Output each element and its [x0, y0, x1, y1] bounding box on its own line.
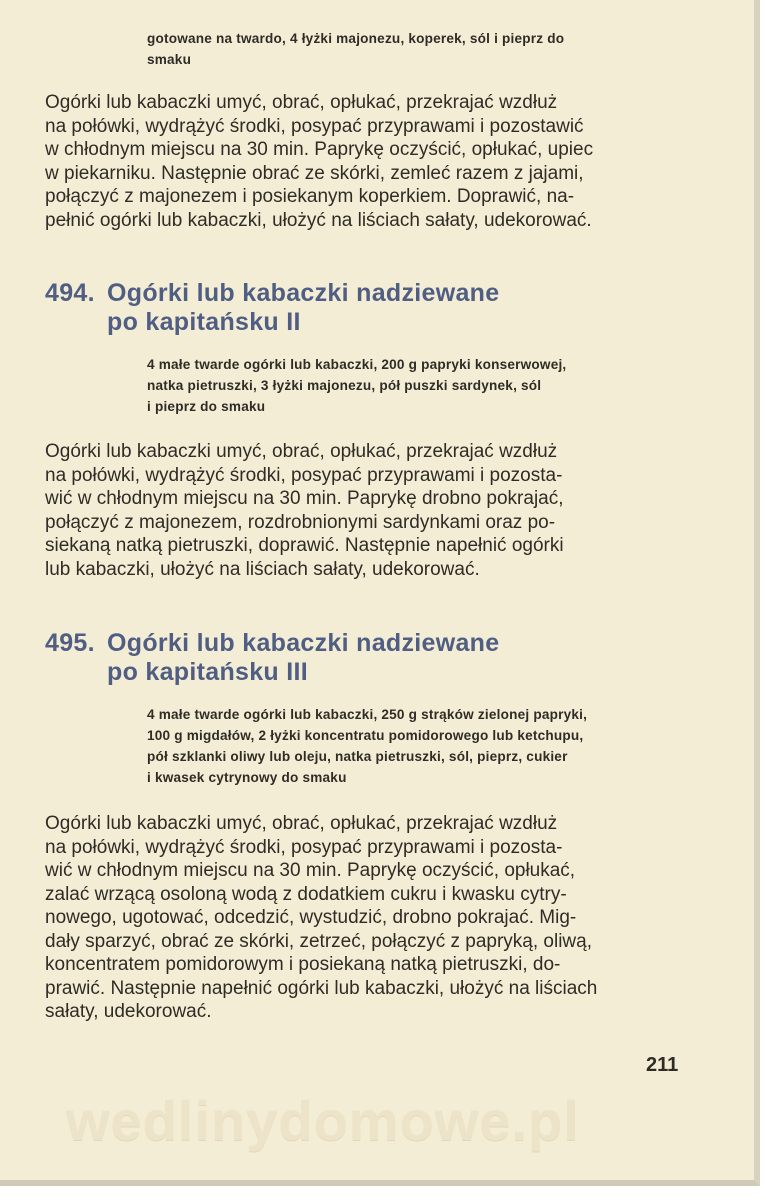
- method-line: sałaty, udekorować.: [45, 1001, 212, 1022]
- method-line: prawić. Następnie napełnić ogórki lub kabaczki, ułożyć na liściach: [45, 977, 598, 999]
- recipe-495-heading: [45, 629, 499, 687]
- ingredient-line: pół szklanki oliwy lub oleju, natka pietruszki, sól, pieprz, cukier: [147, 749, 568, 764]
- recipe-number: 494.: [45, 279, 95, 307]
- method-line: Ogórki lub kabaczki umyć, obrać, opłukać, przekrajać wzdłuż: [45, 92, 558, 113]
- ingredient-line: i kwasek cytrynowy do smaku: [147, 770, 347, 785]
- method-line: nowego, ugotować, odcedzić, wystudzić, drobno pokrajać. Mig-: [45, 907, 577, 928]
- method-line: wić w chłodnym miejscu na 30 min. Paprykę oczyścić, opłukać,: [45, 860, 576, 881]
- recipe-494-ingredients: [147, 354, 566, 417]
- ingredient-line: smaku: [147, 52, 192, 67]
- recipe-number: 495.: [45, 629, 95, 657]
- method-line: siekaną natką pietruszki, doprawić. Następnie napełnić ogórki: [45, 535, 564, 556]
- method-line: na połówki, wydrążyć środki, posypać przyprawami i pozosta-: [45, 464, 563, 486]
- ingredient-line: gotowane na twardo, 4 łyżki majonezu, koperek, sól i pieprz do: [147, 31, 565, 46]
- method-line: połączyć z majonezem i posiekanym koperkiem. Doprawić, na-: [45, 186, 575, 207]
- ingredient-line: i pieprz do smaku: [147, 399, 266, 414]
- ingredient-line: 100 g migdałów, 2 łyżki koncentratu pomidorowego lub ketchupu,: [147, 728, 584, 743]
- top-ingredients: [147, 28, 564, 70]
- recipe-title-line: po kapitańsku II: [107, 308, 301, 336]
- recipe-495-ingredients: [147, 704, 587, 788]
- ingredient-line: natka pietruszki, 3 łyżki majonezu, pół puszki sardynek, sól: [147, 378, 542, 393]
- method-line: dały sparzyć, obrać ze skórki, zetrzeć, połączyć z papryką, oliwą,: [45, 930, 592, 952]
- ingredient-line: 4 małe twarde ogórki lub kabaczki, 200 g papryki konserwowej,: [147, 357, 567, 372]
- watermark: wedlinydomowe.pl: [66, 1089, 580, 1152]
- method-line: na połówki, wydrążyć środki, posypać przyprawami i pozosta-: [45, 836, 563, 858]
- recipe-title-line: po kapitańsku III: [107, 658, 308, 686]
- ingredient-line: 4 małe twarde ogórki lub kabaczki, 250 g strąków zielonej papryki,: [147, 707, 588, 722]
- page-number: 211: [646, 1054, 679, 1076]
- method-line: Ogórki lub kabaczki umyć, obrać, opłukać, przekrajać wzdłuż: [45, 813, 558, 834]
- method-line: pełnić ogórki lub kabaczki, ułożyć na liściach sałaty, udekorować.: [45, 209, 592, 231]
- recipe-495-method: [45, 812, 597, 1024]
- method-line: w piekarniku. Następnie obrać ze skórki, zemleć razem z jajami,: [45, 162, 584, 184]
- recipe-494-heading: [45, 279, 499, 337]
- recipe-title-line: Ogórki lub kabaczki nadziewane: [107, 629, 500, 657]
- method-line: na połówki, wydrążyć środki, posypać przyprawami i pozostawić: [45, 115, 584, 137]
- recipe-title-line: Ogórki lub kabaczki nadziewane: [107, 279, 500, 307]
- recipe-494-method: [45, 440, 564, 581]
- method-line: wić w chłodnym miejscu na 30 min. Paprykę drobno pokrajać,: [45, 488, 564, 509]
- method-line: koncentratem pomidorowym i posiekaną natką pietruszki, do-: [45, 954, 561, 975]
- method-line: Ogórki lub kabaczki umyć, obrać, opłukać, przekrajać wzdłuż: [45, 441, 558, 462]
- method-line: zalać wrzącą osoloną wodą z dodatkiem cukru i kwasku cytry-: [45, 883, 567, 905]
- top-method: [45, 91, 593, 232]
- method-line: połączyć z majonezem, rozdrobnionymi sardynkami oraz po-: [45, 511, 556, 533]
- method-line: w chłodnym miejscu na 30 min. Paprykę oczyścić, opłukać, upiec: [45, 139, 594, 160]
- method-line: lub kabaczki, ułożyć na liściach sałaty, udekorować.: [45, 558, 480, 580]
